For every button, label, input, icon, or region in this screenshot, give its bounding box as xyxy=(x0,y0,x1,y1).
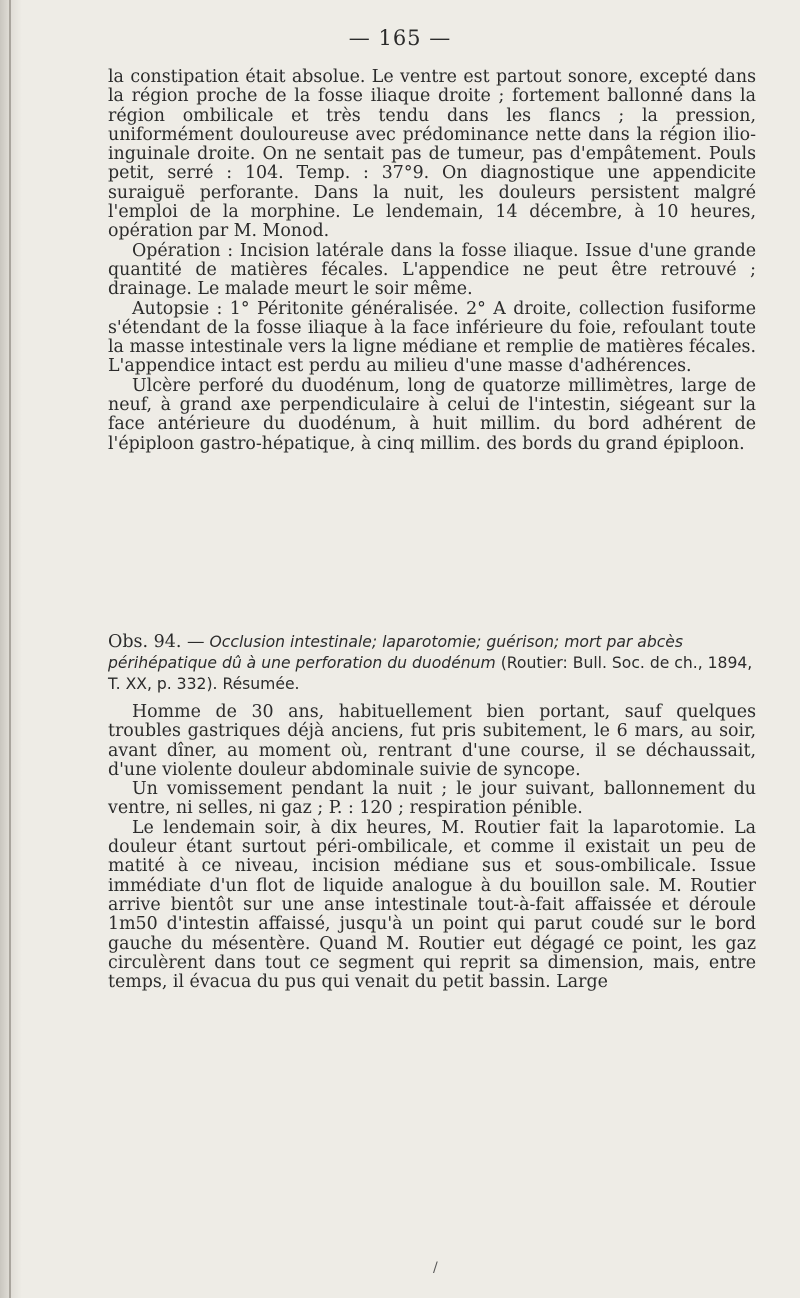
observation-source: (Routier: Bull. Soc. de ch., 1894, T. XX, p. 332). Résumée. xyxy=(108,654,753,693)
paragraph-operation: Opération : Incision latérale dans la fosse iliaque. Issue d'une grande quantité de matières fécales. L'appendice ne peut être retrouvé ; drainage. Le malade meurt le soir même. xyxy=(108,240,756,300)
paragraph-clinical-exam: la constipation était absolue. Le ventre est partout sonore, excepté dans la région proche de la fosse iliaque droite ; fortement ballonné dans la région ombilicale et très tendu dans les flancs ; la pression, uniformément douloureuse avec prédominance nette dans la région ilio-inguinale droite. On ne sentait pas de tumeur, pas d'empâtement. Pouls petit, serré : 104. Temp. : 37°9. On diagnostique une appendicite suraiguë perforante. Dans la nuit, les douleurs persistent malgré l'emploi de la morphine. Le lendemain, 14 décembre, à 10 heures, opération par M. Monod. xyxy=(108,67,756,242)
paragraph-laparotomy: Le lendemain soir, à dix heures, M. Routier fait la laparotomie. La douleur étant surtout péri-ombilicale, et comme il existait un peu de matité à ce niveau, incision médiane sus et sous-ombilicale. Issue immédiate d'un flot de liquide analogue à du bouillon sale. M. Routier arrive bientôt sur une anse intestinale tout-à-fait affaissée et déroule 1m50 d'intestin affaissé, jusqu'à un point qui parut coudé sur le bord gauche du mésentère. Quand M. Routier eut dégagé ce point, les gaz circulèrent dans tout ce segment qui reprit sa dimension, mais, entre temps, il évacua du pus qui venait du petit bassin. Large xyxy=(108,817,756,993)
observation-body xyxy=(108,703,756,992)
binding-shadow-line xyxy=(9,0,11,1298)
paragraph-autopsy: Autopsie : 1° Péritonite généralisée. 2° A droite, collection fusiforme s'étendant de la fosse iliaque à la face inférieure du foie, refoulant toute la masse intestinale vers la ligne médiane et remplie de matières fécales. L'appendice intact est perdu au milieu d'une masse d'adhérences. xyxy=(108,298,756,377)
observation-title: Occlusion intestinale; laparotomie; guérison; mort par abcès périhépatique dû à une perforation du duodénum xyxy=(108,633,684,672)
paragraph-history: Homme de 30 ans, habituellement bien portant, sauf quelques troubles gastriques déjà anciens, fut pris subitement, le 6 mars, au soir, avant dîner, au moment où, rentrant d'une course, il se déchaussait, d'une violente douleur abdominale suivie de syncope. xyxy=(108,702,756,780)
margin-mark: / xyxy=(433,1260,438,1276)
binding-edge xyxy=(0,0,22,1298)
observation-number: Obs. 94. — xyxy=(108,632,205,652)
paragraph-symptoms: Un vomissement pendant la nuit ; le jour suivant, ballonnement du ventre, ni selles, ni gaz ; P. : 120 ; respiration pénible. xyxy=(108,779,756,819)
observation-header xyxy=(108,632,756,695)
case-continuation xyxy=(108,68,756,454)
page-number: — 165 — xyxy=(348,26,452,50)
paragraph-ulcer: Ulcère perforé du duodénum, long de quatorze millimètres, large de neuf, à grand axe perpendiculaire à celui de l'intestin, siégeant sur la face antérieure du duodénum, à huit millim. du bord adhérent de l'épiploon gastro-hépatique, à cinq millim. des bords du grand épiploon. xyxy=(108,375,756,454)
observation-heading xyxy=(108,632,756,695)
